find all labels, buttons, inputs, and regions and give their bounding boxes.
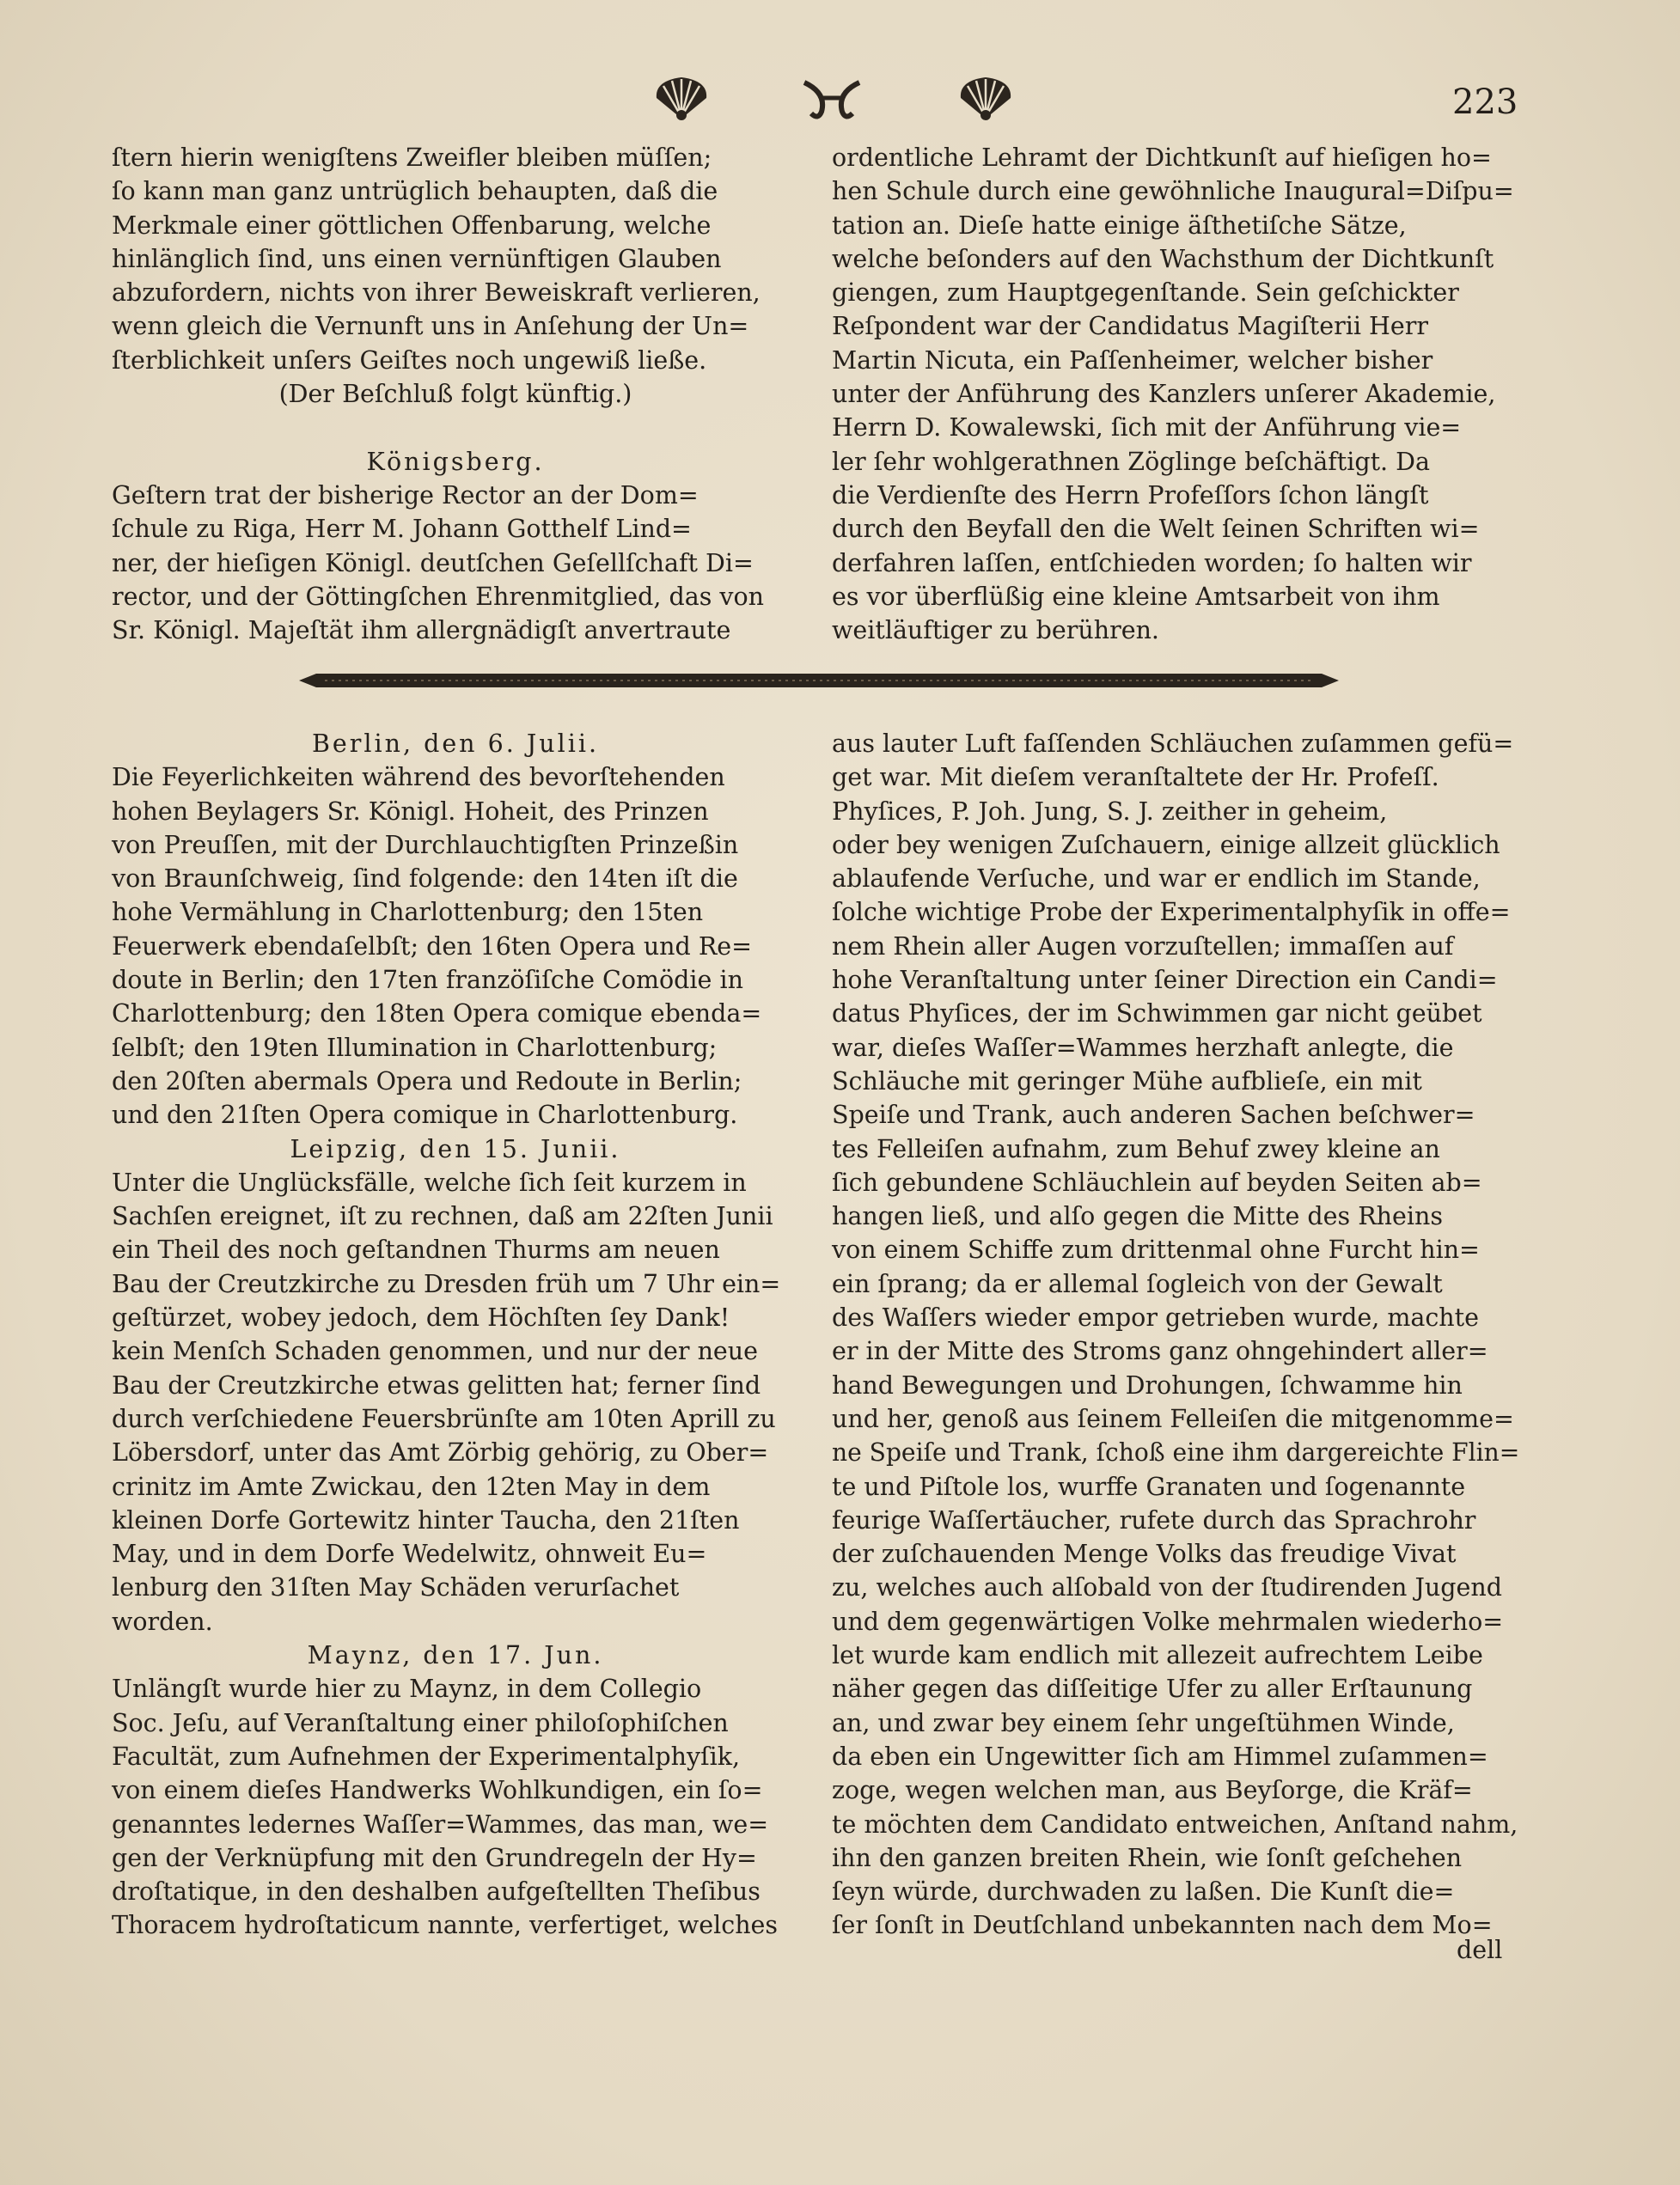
text-line: ne Speiſe und Trank, ſchoß eine ihm dargereichte Flin= — [832, 1438, 1520, 1468]
text-line: Unlängſt wurde hier zu Maynz, in dem Collegio — [112, 1675, 702, 1704]
text-line: lenburg den 31ſten May Schäden verurſachet — [112, 1573, 680, 1602]
text-line: von einem Schiffe zum drittenmal ohne Furcht hin= — [832, 1236, 1480, 1265]
text-line: die Verdienſte des Herrn Profeſſors ſchon längſt — [832, 480, 1429, 510]
text-line: Geſtern trat der bisherige Rector an der Dom= — [112, 480, 699, 510]
text-line: feurige Waſſertäucher, rufete durch das Sprachrohr — [832, 1505, 1476, 1535]
text-line: ein Theil des noch geſtandnen Thurms am neuen — [112, 1236, 720, 1265]
text-line: an, und zwar bey einem ſehr ungeſtühmen Winde, — [832, 1708, 1455, 1737]
text-line: May, und in dem Dorfe Wedelwitz, ohnweit Eu= — [112, 1540, 707, 1569]
text-line: Reſpondent war der Candidatus Magiſterii Herr — [832, 312, 1428, 341]
text-line: von Preuſſen, mit der Durchlauchtigſten Prinzeßin — [112, 830, 739, 859]
top-left-column — [112, 141, 799, 647]
text-line: ſelbſt; den 19ten Illumination in Charlottenburg; — [112, 1033, 718, 1062]
text-line: von einem dieſes Handwerks Wohlkundigen, ein ſo= — [112, 1776, 763, 1805]
text-line: wenn gleich die Vernunft uns in Anſehung der Un= — [112, 312, 749, 341]
text-line: welche beſonders auf den Wachsthum der Dichtkunſt — [832, 244, 1494, 273]
text-line: ſer ſonſt in Deutſchland unbekannten nach dem Mo= — [832, 1911, 1493, 1940]
scroll-ornament-icon — [797, 74, 866, 122]
text-line: von Braunſchweig, ſind folgende: den 14ten iſt die — [112, 864, 738, 894]
text-line: tes Felleiſen aufnahm, zum Behuf zwey kleine an — [832, 1134, 1440, 1163]
text-line: hen Schule durch eine gewöhnliche Inaugural=Diſpu= — [832, 177, 1514, 206]
text-line: ler ſehr wohlgerathnen Zöglinge beſchäftigt. Da — [832, 447, 1431, 476]
text-line: tation an. Dieſe hatte einige äſthetiſche Sätze, — [832, 211, 1407, 240]
text-line: ſich gebundene Schläuchlein auf beyden Seiten ab= — [832, 1168, 1482, 1197]
ornamental-divider — [299, 668, 1339, 693]
text-line: te möchten dem Candidato entweichen, Anſtand nahm, — [832, 1810, 1518, 1839]
text-line: hohen Beylagers Sr. Königl. Hoheit, des Prinzen — [112, 796, 709, 826]
text-line: ihn den ganzen breiten Rhein, wie ſonſt geſchehen — [832, 1843, 1463, 1872]
text-line: ſtern hierin wenigſtens Zweifler bleiben müſſen; — [112, 143, 712, 172]
text-line: durch verſchiedene Feuersbrünſte am 10ten Aprill zu — [112, 1404, 776, 1433]
bottom-left-column — [112, 727, 799, 1943]
continuation-note: (Der Beſchluß folgt künftig.) — [278, 380, 632, 409]
text-line: gen der Verknüpfung mit den Grundregeln der Hy= — [112, 1843, 757, 1872]
text-line: zoge, wegen welchen man, aus Beyſorge, die Kräf= — [832, 1776, 1473, 1805]
text-line: ein ſprang; da er allemal ſogleich von der Gewalt — [832, 1269, 1443, 1298]
shell-ornament-left-icon — [651, 74, 712, 122]
text-line: Phyſices, P. Joh. Jung, S. J. zeither in geheim, — [832, 796, 1388, 826]
spacer-line — [112, 411, 799, 444]
text-line: zu, welches auch alſobald von der ſtudirenden Jugend — [832, 1573, 1502, 1602]
text-line: Sachſen ereignet, iſt zu rechnen, daß am 22ſten Junii — [112, 1202, 773, 1231]
text-line: ſchule zu Riga, Herr M. Johann Gotthelf Lind= — [112, 515, 692, 544]
text-line: Thoracem hydroſtaticum nannte, verfertiget, welches — [112, 1911, 779, 1940]
text-line: droſtatique, in den deshalben aufgeſtellten Theſibus — [112, 1877, 761, 1907]
top-right-column — [832, 141, 1519, 647]
text-line: get war. Mit dieſem veranſtaltete der Hr. Profeſſ. — [832, 763, 1439, 792]
text-line: war, dieſes Waſſer=Wammes herzhaft anlegte, die — [832, 1033, 1454, 1062]
shell-ornament-right-icon — [956, 74, 1016, 122]
text-line: den 20ſten abermals Opera und Redoute in Berlin; — [112, 1066, 742, 1096]
text-line: aus lauter Luft faſſenden Schläuchen zuſammen gefü= — [832, 729, 1514, 758]
text-line: Bau der Creutzkirche zu Dresden früh um 7 Uhr ein= — [112, 1269, 781, 1298]
text-line: es vor überflüßig eine kleine Amtsarbeit von ihm — [832, 582, 1440, 611]
text-line: genanntes ledernes Waſſer=Wammes, das man, we= — [112, 1810, 769, 1839]
text-line: Merkmale einer göttlichen Offenbarung, welche — [112, 211, 712, 240]
text-line: te und Piſtole los, wurffe Granaten und ſogenannte — [832, 1472, 1466, 1501]
text-line: datus Phyſices, der im Schwimmen gar nicht geübet — [832, 999, 1482, 1028]
text-line: und her, genoß aus ſeinem Felleiſen die mitgenomme= — [832, 1404, 1514, 1433]
text-line: und dem gegenwärtigen Volke mehrmalen wiederho= — [832, 1607, 1504, 1636]
text-line: Bau der Creutzkirche etwas gelitten hat; ferner ſind — [112, 1370, 761, 1400]
text-line: Unter die Unglücksfälle, welche ſich ſeit kurzem in — [112, 1168, 747, 1197]
text-line: Die Feyerlichkeiten während des bevorſtehenden — [112, 763, 725, 792]
text-line: da eben ein Ungewitter ſich am Himmel zuſammen= — [832, 1742, 1488, 1771]
text-line: Feuerwerk ebendaſelbſt; den 16ten Opera und Re= — [112, 931, 753, 961]
text-line: näher gegen das diſſeitige Ufer zu aller Erſtaunung — [832, 1675, 1473, 1704]
text-line: hangen ließ, und alſo gegen die Mitte des Rheins — [832, 1202, 1443, 1231]
dateline-leipzig: Leipzig, den 15. Junii. — [290, 1134, 621, 1163]
text-line: Schläuche mit geringer Mühe aufblieſe, ein mit — [832, 1066, 1422, 1096]
text-line: hohe Vermählung in Charlottenburg; den 15ten — [112, 898, 704, 927]
text-line: geſtürzet, wobey jedoch, dem Höchſten ſey Dank! — [112, 1303, 730, 1333]
bottom-right-column — [832, 727, 1519, 1943]
catchword: dell — [1457, 1936, 1503, 1964]
text-line: abzufordern, nichts von ihrer Beweiskraft verlieren, — [112, 278, 761, 308]
text-line: durch den Beyfall den die Welt ſeinen Schriften wi= — [832, 515, 1480, 544]
text-line: Herrn D. Kowalewski, ſich mit der Anführung vie= — [832, 413, 1462, 442]
text-line: weitläuftiger zu berühren. — [832, 616, 1159, 645]
page-number: 223 — [1452, 82, 1518, 122]
text-line: Charlottenburg; den 18ten Opera comique ebenda= — [112, 999, 762, 1028]
text-line: des Waſſers wieder empor getrieben wurde, machte — [832, 1303, 1479, 1333]
text-line: ordentliche Lehramt der Dichtkunſt auf hieſigen ho= — [832, 143, 1492, 172]
text-line: Facultät, zum Aufnehmen der Experimentalphyſik, — [112, 1742, 741, 1771]
text-line: ſterblichkeit unſers Geiſtes noch ungewiß ließe. — [112, 345, 707, 375]
text-line: unter der Anführung des Kanzlers unſerer Akademie, — [832, 380, 1496, 409]
dateline-koenigsberg: Königsberg. — [366, 447, 545, 476]
text-line: hand Bewegungen und Drohungen, ſchwamme hin — [832, 1370, 1463, 1400]
text-line: worden. — [112, 1607, 213, 1636]
text-line: hohe Veranſtaltung unter ſeiner Direction ein Candi= — [832, 966, 1498, 995]
text-line: crinitz im Amte Zwickau, den 12ten May in dem — [112, 1472, 711, 1501]
text-line: Soc. Jeſu, auf Veranſtaltung einer philoſophiſchen — [112, 1708, 729, 1737]
text-line: ner, der hieſigen Königl. deutſchen Geſellſchaft Di= — [112, 548, 754, 577]
text-line: ſeyn würde, durchwaden zu laßen. Die Kunſt die= — [832, 1877, 1455, 1907]
text-line: der zuſchauenden Menge Volks das freudige Vivat — [832, 1540, 1457, 1569]
text-line: Martin Nicuta, ein Paſſenheimer, welcher bisher — [832, 345, 1433, 375]
text-line: derfahren laſſen, entſchieden worden; ſo halten wir — [832, 548, 1472, 577]
text-line: nem Rhein aller Augen vorzuſtellen; immaſſen auf — [832, 931, 1454, 961]
text-line: Löbersdorf, unter das Amt Zörbig gehörig, zu Ober= — [112, 1438, 769, 1468]
text-line: er in der Mitte des Stroms ganz ohngehindert aller= — [832, 1337, 1488, 1366]
text-line: doute in Berlin; den 17ten franzöſiſche Comödie in — [112, 966, 743, 995]
text-line: ſo kann man ganz untrüglich behaupten, daß die — [112, 177, 718, 206]
text-line: oder bey wenigen Zuſchauern, einige allzeit glücklich — [832, 830, 1500, 859]
text-line: giengen, zum Hauptgegenſtande. Sein geſchickter — [832, 278, 1459, 308]
text-line: Speiſe und Trank, auch anderen Sachen beſchwer= — [832, 1101, 1475, 1130]
text-line: ablaufende Verſuche, und war er endlich im Stande, — [832, 864, 1481, 894]
text-line: kleinen Dorfe Gortewitz hinter Taucha, den 21ſten — [112, 1505, 740, 1535]
page-header — [0, 74, 1680, 134]
text-line: und den 21ſten Opera comique in Charlottenburg. — [112, 1101, 738, 1130]
text-line: Sr. Königl. Majeſtät ihm allergnädigſt anvertraute — [112, 616, 731, 645]
text-line: rector, und der Göttingſchen Ehrenmitglied, das von — [112, 582, 765, 611]
text-line: hinlänglich ſind, uns einen vernünftigen Glauben — [112, 244, 722, 273]
text-line: kein Menſch Schaden genommen, und nur der neue — [112, 1337, 759, 1366]
text-line: ſolche wichtige Probe der Experimentalphyſik in offe= — [832, 898, 1511, 927]
text-line: let wurde kam endlich mit allezeit aufrechtem Leibe — [832, 1641, 1483, 1670]
dateline-maynz: Maynz, den 17. Jun. — [307, 1641, 604, 1670]
dateline-berlin: Berlin, den 6. Julii. — [311, 729, 600, 758]
